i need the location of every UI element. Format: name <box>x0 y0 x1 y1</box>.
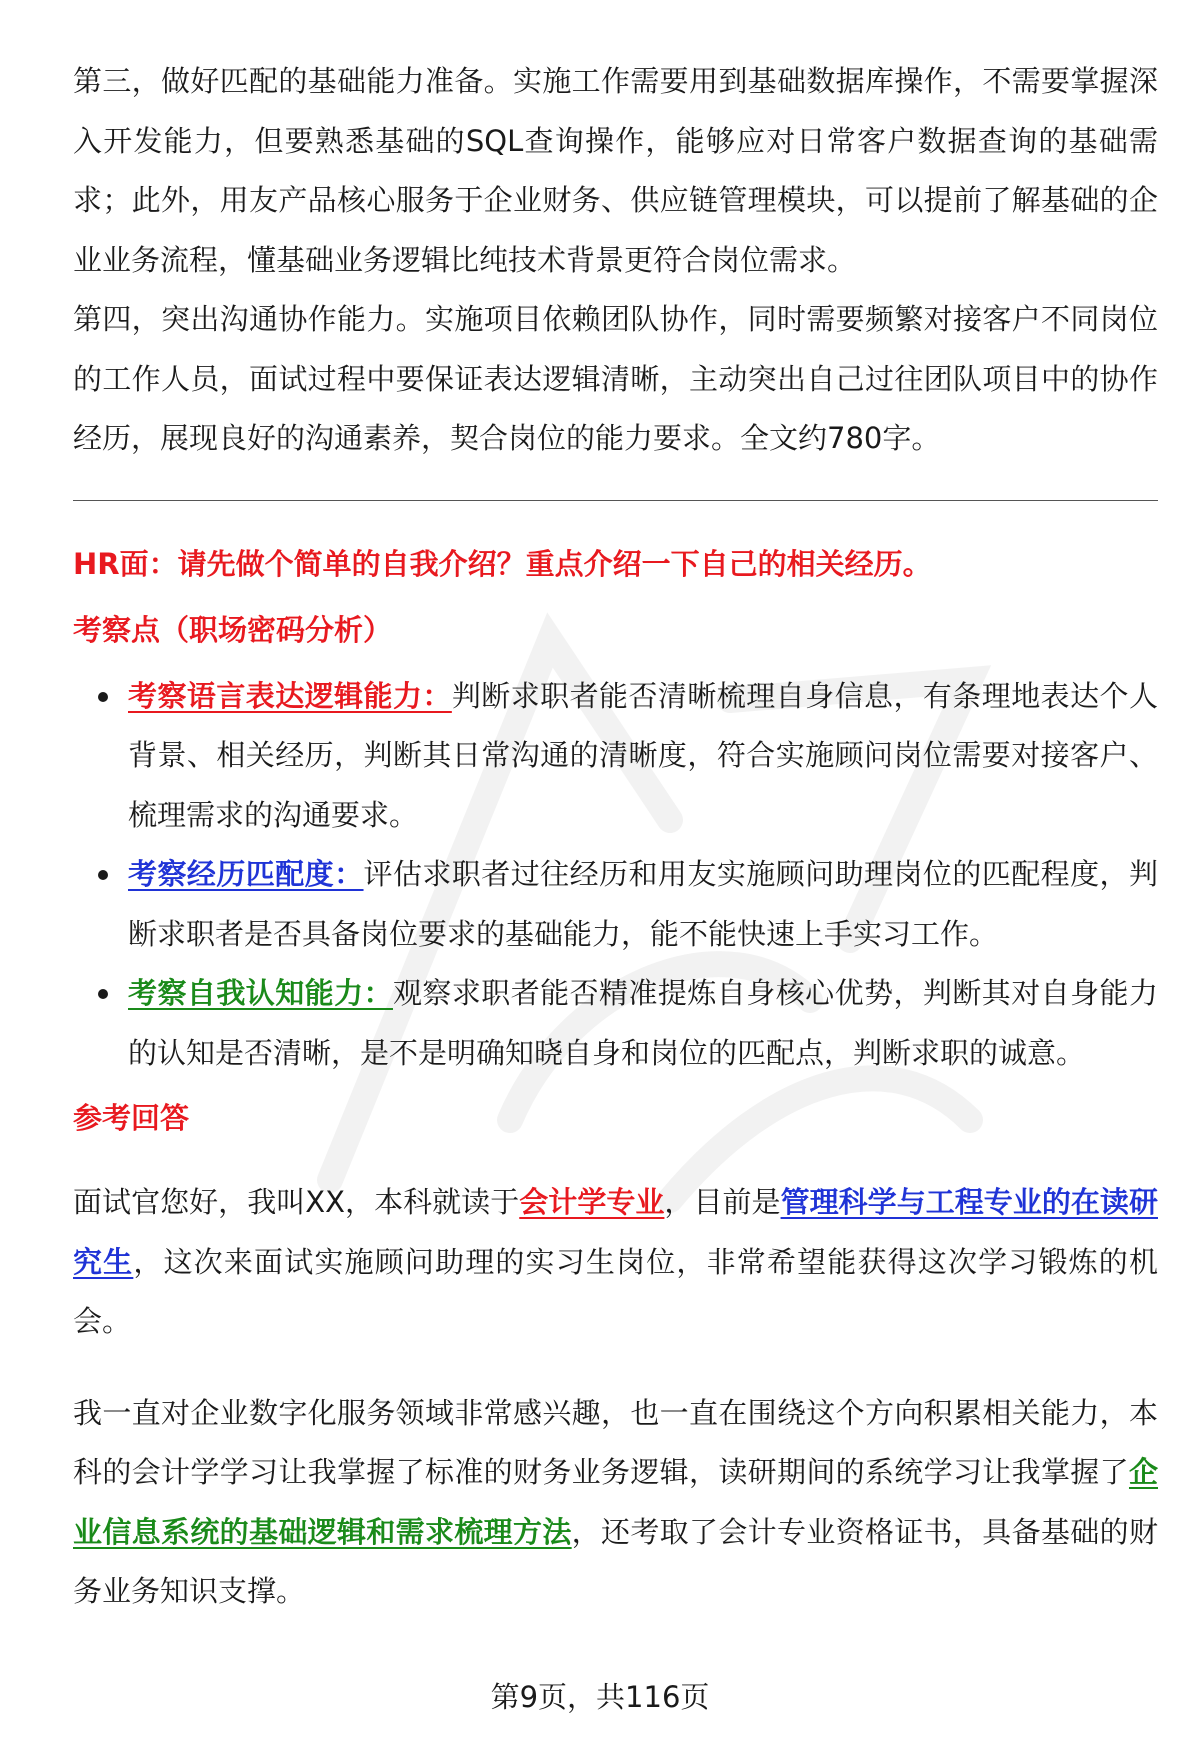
point-label: 考察语言表达逻辑能力： <box>128 678 452 713</box>
answer-text: 我一直对企业数字化服务领域非常感兴趣，也一直在围绕这个方向积累相关能力，本科的会计学学习让我掌握了标准的财务业务逻辑，读研期间的系统学习让我掌握了 <box>73 1395 1158 1489</box>
analysis-title: 考察点（职场密码分析） <box>73 612 393 647</box>
list-item <box>73 964 1158 1083</box>
highlight-graduate: 管理科学与工程专业的在读研究生 <box>73 1185 1158 1279</box>
bullet-icon <box>98 989 108 999</box>
answer-title: 参考回答 <box>73 1101 190 1135</box>
bullet-icon <box>98 692 108 702</box>
point-label: 考察经历匹配度： <box>128 857 364 891</box>
page-footer: 第9页，共116页 <box>490 1680 710 1714</box>
point-label: 考察自我认知能力： <box>128 976 393 1010</box>
section-divider <box>73 500 1158 501</box>
point-text: 观察求职者能否精准提炼自身核心优势，判断其对自身能力的认知是否清晰，是不是明确知晓自身和岗位的匹配点，判断求职的诚意。 <box>128 976 1158 1070</box>
answer-paragraph-1 <box>73 1173 1158 1352</box>
highlight-skills: 企业信息系统的基础逻辑和需求梳理方法 <box>73 1455 1158 1549</box>
point-text: 判断求职者能否清晰梳理自身信息，有条理地表达个人背景、相关经历，判断其日常沟通的清晰度，符合实施顾问岗位需要对接客户、梳理需求的沟通要求。 <box>128 678 1158 832</box>
document-page <box>73 52 1158 1622</box>
answer-text: ，这次来面试实施顾问助理的实习生岗位，非常希望能获得这次学习锻炼的机会。 <box>73 1244 1158 1338</box>
answer-paragraph-2 <box>73 1384 1158 1622</box>
point-text: 评估求职者过往经历和用友实施顾问助理岗位的匹配程度，判断求职者是否具备岗位要求的基础能力，能不能快速上手实习工作。 <box>128 857 1158 951</box>
answer-text: 面试官您好，我叫XX，本科就读于 <box>73 1185 520 1219</box>
list-item <box>73 667 1158 846</box>
paragraph-fourth-point: 第四，突出沟通协作能力。实施项目依赖团队协作，同时需要频繁对接客户不同岗位的工作人员，面试过程中要保证表达逻辑清晰，主动突出自己过往团队项目中的协作经历，展现良好的沟通素养，契合岗位的能力要求。全文约780字。 <box>73 302 1158 455</box>
interview-question: HR面：请先做个简单的自我介绍？重点介绍一下自己的相关经历。 <box>73 546 932 581</box>
list-item <box>73 845 1158 964</box>
assessment-points-list <box>73 667 1158 1084</box>
answer-text: ，还考取了会计专业资格证书，具备基础的财务业务知识支撑。 <box>73 1514 1158 1608</box>
answer-text: ，目前是 <box>664 1185 781 1219</box>
bullet-icon <box>98 870 108 880</box>
paragraph-third-point: 第三，做好匹配的基础能力准备。实施工作需要用到基础数据库操作，不需要掌握深入开发能力，但要熟悉基础的SQL查询操作，能够应对日常客户数据查询的基础需求；此外，用友产品核心服务于企业财务、供应链管理模块，可以提前了解基础的企业业务流程，懂基础业务逻辑比纯技术背景更符合岗位需求。 <box>73 64 1158 277</box>
highlight-major: 会计学专业 <box>519 1185 665 1219</box>
